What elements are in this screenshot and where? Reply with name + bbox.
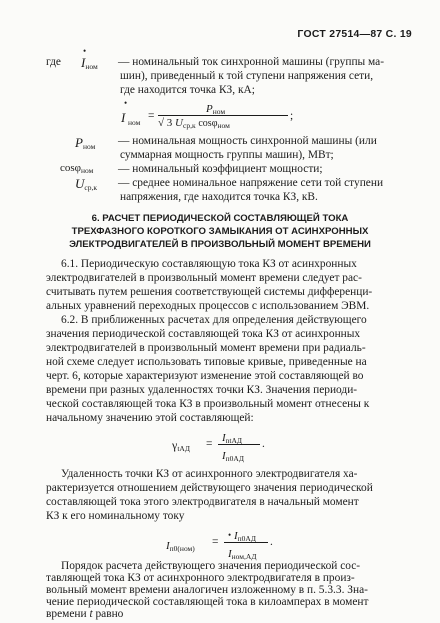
- para-6-2-line7: ческой составляющей тока КЗ в произвольный момент отнесены к: [46, 398, 370, 410]
- para-dist-line2: рактеризуется отношением действующего значения периодической: [46, 482, 373, 494]
- formula-gamma: $\gamma_{tАД}$ = $I_{ntАД}$ $I_{п0АД}$ .: [172, 432, 265, 463]
- para-order-line4: чение периодической составляющей тока в килоамперах в момент: [46, 596, 369, 608]
- section-title-line1: 6. РАСЧЕТ ПЕРИОДИЧЕСКОЙ СОСТАВЛЯЮЩЕЙ ТОКА: [91, 213, 349, 224]
- para-dist-line1: Удаленность точки КЗ от асинхронного электродвигателя ха-: [61, 468, 358, 480]
- para-order-line1: Порядок расчета действующего значения периодической сос-: [61, 560, 361, 572]
- para-6-2-line1: 6.2. В приближенных расчетах для определения действующего: [61, 314, 367, 326]
- formula-i-nom: • I ном = $P_{ном}$ √ 3 $U_{ср,к}$ cosφ$_{ном}$ ;: [121, 98, 294, 130]
- para-6-1-line4: альных уравнений переходных процессов с использованием ЭВМ.: [46, 300, 370, 312]
- dot-mark: •: [124, 98, 128, 108]
- para-6-2-line6: времени при разных удаленностях точки КЗ. Значения периоди-: [46, 384, 358, 396]
- fraction-bar: [158, 115, 288, 116]
- where-label: где: [46, 56, 61, 68]
- para-6-2-line2: значения периодической составляющей тока КЗ от асинхронных: [46, 328, 361, 340]
- para-6-2-line5: черт. 6, которые характеризуют изменение этой составляющей во: [46, 370, 364, 382]
- def-p-nom-line2: суммарная мощность группы машин), МВт;: [120, 149, 334, 161]
- para-order-line2: тавляющей тока КЗ от асинхронного электродвигателя в произ-: [46, 572, 355, 584]
- symbol-p-nom: $P_{ном}$: [75, 135, 96, 151]
- def-cos-nom-line1: — номинальный коэффициент мощности;: [118, 163, 323, 175]
- def-p-nom-line1: — номинальная мощность синхронной машины (или: [118, 135, 377, 147]
- section-title-line3: ЭЛЕКТРОДВИГАТЕЛЕЙ В ПРОИЗВОЛЬНЫЙ МОМЕНТ ВРЕМЕНИ: [69, 239, 371, 250]
- dot-mark: •: [83, 46, 87, 56]
- para-6-1-line1: 6.1. Периодическую составляющую тока КЗ от асинхронных: [61, 258, 357, 270]
- def-u-avg-line2: напряжения, где находится точка КЗ, кВ.: [120, 191, 318, 203]
- para-6-2-line8: начальному значению этой составляющей:: [46, 412, 254, 424]
- def-i-nom-line3: где находится точка КЗ, кА;: [120, 84, 255, 96]
- para-6-2-line3: электродвигателей в произвольный момент времени при радиаль-: [46, 342, 366, 354]
- dot-mark: •: [228, 530, 232, 540]
- fraction-bar: [224, 542, 268, 543]
- symbol-cos-nom: cosφ$_{ном}$: [60, 162, 94, 175]
- def-u-avg-line1: — среднее номинальное напряжение сети той ступени: [118, 177, 384, 189]
- symbol-i-nom: • $I_{ном}$: [81, 46, 98, 71]
- para-6-1-line2: электродвигателей в произвольный момент времени следует рас-: [46, 272, 362, 284]
- section-title-line2: ТРЕХФАЗНОГО КОРОТКОГО ЗАМЫКАНИЯ ОТ АСИНХРОННЫХ: [71, 226, 369, 237]
- para-dist-line4: КЗ к его номинальному току: [46, 510, 185, 522]
- para-order-line3: вольный момент времени аналогичен изложенному в п. 5.3.3. Зна-: [46, 584, 368, 596]
- def-i-nom-line1: — номинальный ток синхронной машины (группы ма-: [118, 56, 385, 68]
- para-6-2-line4: ной схеме следует использовать типовые кривые, приведенные на: [46, 356, 367, 368]
- fraction-bar: [218, 444, 260, 445]
- para-order-line5: времени t равно: [46, 608, 124, 620]
- para-6-1-line3: считывать путем решения соответствующей системы дифференци-: [46, 286, 373, 298]
- def-i-nom-line2: шин), приведенный к той ступени напряжения сети,: [120, 70, 374, 82]
- running-header: ГОСТ 27514—87 С. 19: [297, 29, 412, 40]
- formula-i-p0-nom: $I_{п0(ном)}$ = • $I_{п0АД}$ $I_{ном,АД}$ .: [166, 530, 273, 561]
- symbol-u-avg: $U_{ср,к}$: [75, 176, 97, 192]
- para-dist-line3: составляющей тока этого электродвигателя в начальный момент: [46, 496, 359, 508]
